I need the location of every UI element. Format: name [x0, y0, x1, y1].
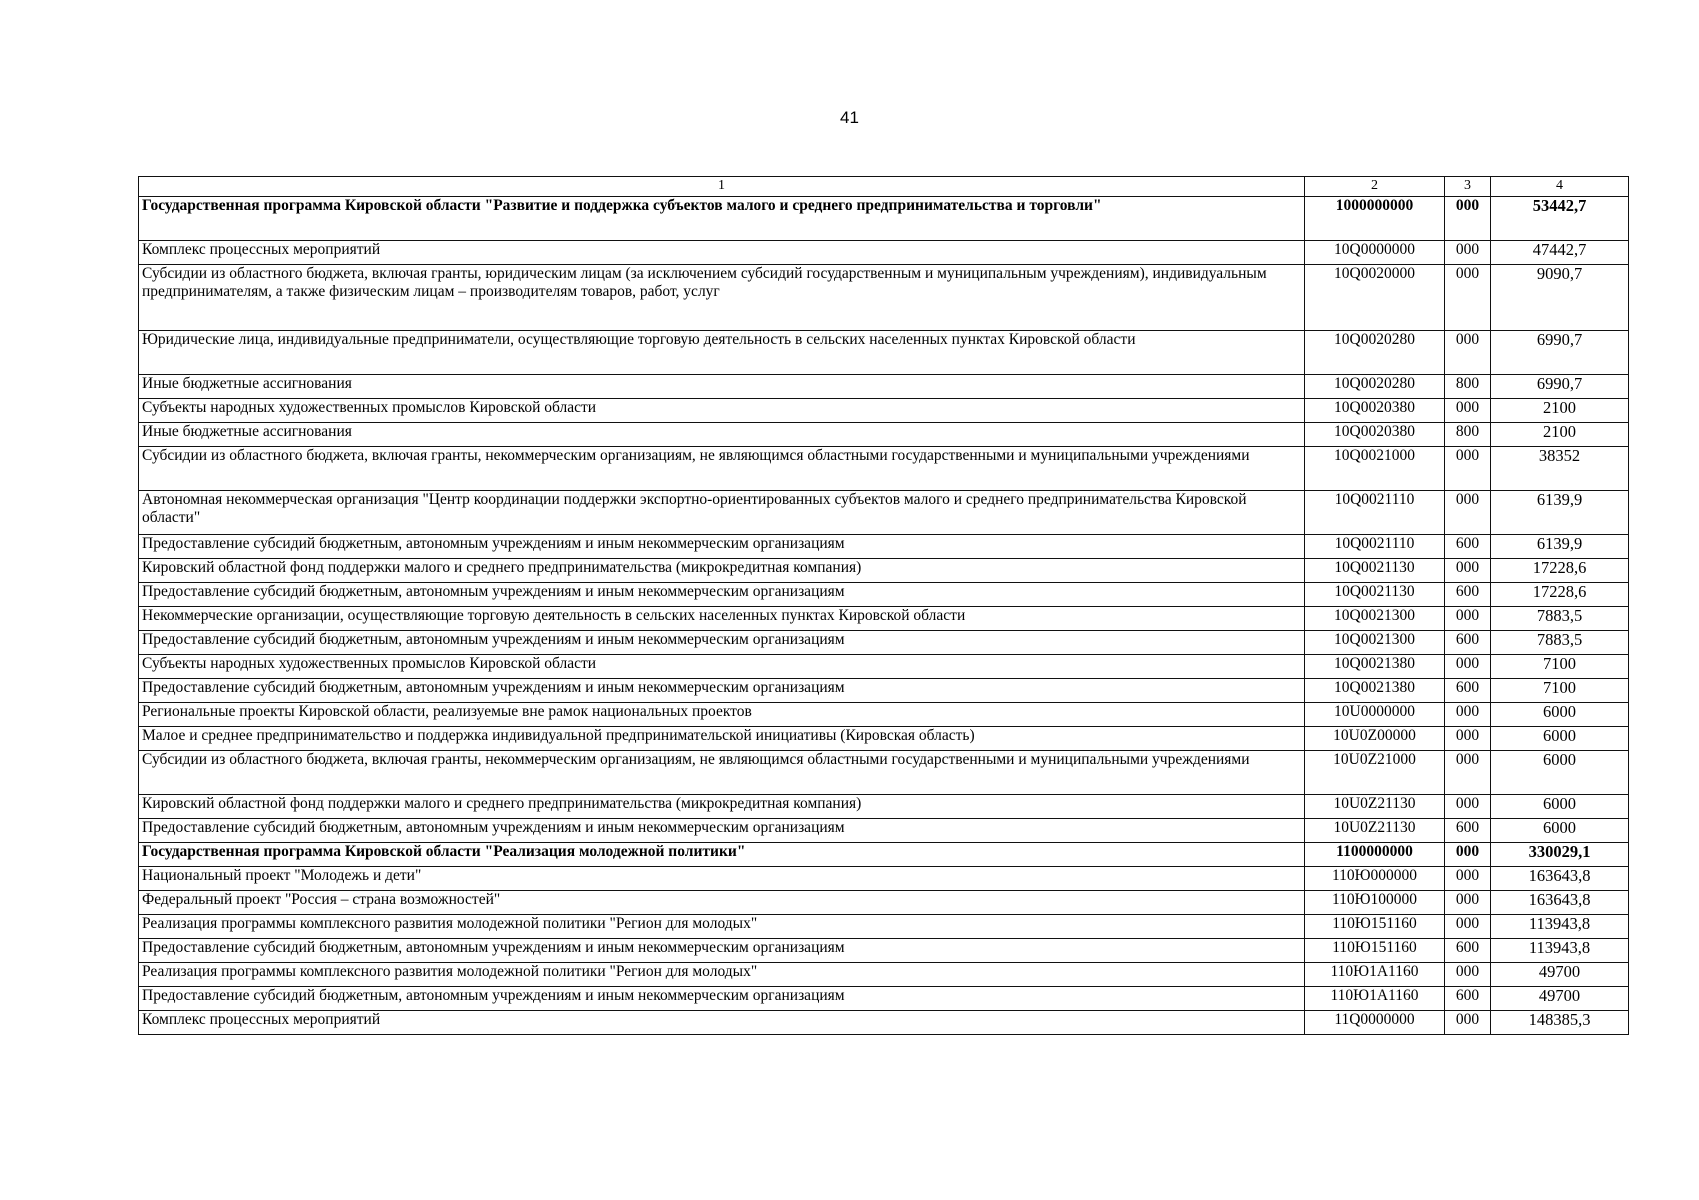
row-type-cell: 000 [1445, 331, 1491, 375]
row-name-cell: Предоставление субсидий бюджетным, автономным учреждениям и иным некоммерческим организациям [139, 679, 1305, 703]
row-name-cell: Субсидии из областного бюджета, включая гранты, некоммерческим организациям, не являющимся областными государственными и муниципальными учреждениями [139, 751, 1305, 795]
row-name-cell: Комплекс процессных мероприятий [139, 1011, 1305, 1035]
row-type-cell: 000 [1445, 795, 1491, 819]
row-amount-cell: 6990,7 [1491, 375, 1629, 399]
page-number: 41 [840, 108, 859, 127]
table-row [139, 559, 1629, 583]
row-name-cell: Предоставление субсидий бюджетным, автономным учреждениям и иным некоммерческим организациям [139, 819, 1305, 843]
row-amount-cell: 17228,6 [1491, 583, 1629, 607]
row-name-cell: Предоставление субсидий бюджетным, автономным учреждениям и иным некоммерческим организациям [139, 583, 1305, 607]
row-type-cell: 000 [1445, 867, 1491, 891]
row-code-cell: 10Q0021130 [1305, 559, 1445, 583]
row-code-cell: 110Ю000000 [1305, 867, 1445, 891]
row-name-cell: Государственная программа Кировской области "Реализация молодежной политики" [139, 843, 1305, 867]
row-name-cell: Субсидии из областного бюджета, включая гранты, юридическим лицам (за исключением субсидий государственным и муниципальным учреждениям), индивидуальным предпринимателям, а также физическим лицам – производителям товаров, работ, услуг [139, 265, 1305, 331]
table-row [139, 915, 1629, 939]
row-amount-cell: 49700 [1491, 963, 1629, 987]
table-row [139, 727, 1629, 751]
table-row [139, 423, 1629, 447]
row-amount-cell: 330029,1 [1491, 843, 1629, 867]
row-amount-cell: 7883,5 [1491, 631, 1629, 655]
row-amount-cell: 163643,8 [1491, 867, 1629, 891]
row-type-cell: 000 [1445, 491, 1491, 535]
row-type-cell: 000 [1445, 197, 1491, 241]
row-code-cell: 1100000000 [1305, 843, 1445, 867]
table-row [139, 331, 1629, 375]
row-name-cell: Региональные проекты Кировской области, реализуемые вне рамок национальных проектов [139, 703, 1305, 727]
row-amount-cell: 113943,8 [1491, 939, 1629, 963]
row-type-cell: 000 [1445, 703, 1491, 727]
row-amount-cell: 38352 [1491, 447, 1629, 491]
row-name-cell: Субъекты народных художественных промыслов Кировской области [139, 399, 1305, 423]
table-row [139, 963, 1629, 987]
table-row [139, 447, 1629, 491]
row-name-cell: Субсидии из областного бюджета, включая гранты, некоммерческим организациям, не являющимся областными государственными и муниципальными учреждениями [139, 447, 1305, 491]
row-type-cell: 600 [1445, 535, 1491, 559]
row-amount-cell: 6139,9 [1491, 535, 1629, 559]
row-name-cell: Предоставление субсидий бюджетным, автономным учреждениям и иным некоммерческим организациям [139, 939, 1305, 963]
table-row [139, 535, 1629, 559]
row-code-cell: 10U0000000 [1305, 703, 1445, 727]
row-code-cell: 110Ю1А1160 [1305, 963, 1445, 987]
row-amount-cell: 49700 [1491, 987, 1629, 1011]
row-amount-cell: 163643,8 [1491, 891, 1629, 915]
row-type-cell: 000 [1445, 607, 1491, 631]
row-amount-cell: 148385,3 [1491, 1011, 1629, 1035]
row-type-cell: 000 [1445, 915, 1491, 939]
row-amount-cell: 53442,7 [1491, 197, 1629, 241]
row-name-cell: Иные бюджетные ассигнования [139, 423, 1305, 447]
row-code-cell: 10Q0020380 [1305, 423, 1445, 447]
row-amount-cell: 6000 [1491, 727, 1629, 751]
row-code-cell: 10Q0021380 [1305, 655, 1445, 679]
row-code-cell: 10Q0021110 [1305, 535, 1445, 559]
row-amount-cell: 2100 [1491, 423, 1629, 447]
row-code-cell: 10U0Z00000 [1305, 727, 1445, 751]
table-row [139, 939, 1629, 963]
row-amount-cell: 17228,6 [1491, 559, 1629, 583]
row-code-cell: 10Q0020280 [1305, 331, 1445, 375]
row-amount-cell: 7100 [1491, 679, 1629, 703]
table-row [139, 265, 1629, 331]
row-name-cell: Малое и среднее предпринимательство и поддержка индивидуальной предпринимательской инициативы (Кировская область) [139, 727, 1305, 751]
row-amount-cell: 6990,7 [1491, 331, 1629, 375]
row-name-cell: Юридические лица, индивидуальные предприниматели, осуществляющие торговую деятельность в сельских населенных пунктах Кировской области [139, 331, 1305, 375]
row-code-cell: 10U0Z21130 [1305, 819, 1445, 843]
row-type-cell: 000 [1445, 265, 1491, 331]
row-name-cell: Реализация программы комплексного развития молодежной политики "Регион для молодых" [139, 963, 1305, 987]
table-row [139, 375, 1629, 399]
row-amount-cell: 9090,7 [1491, 265, 1629, 331]
table-row [139, 631, 1629, 655]
column-number-3: 3 [1445, 177, 1491, 197]
row-name-cell: Федеральный проект "Россия – страна возможностей" [139, 891, 1305, 915]
table-row [139, 867, 1629, 891]
column-number-4: 4 [1491, 177, 1629, 197]
table-row [139, 491, 1629, 535]
row-name-cell: Субъекты народных художественных промыслов Кировской области [139, 655, 1305, 679]
row-type-cell: 800 [1445, 375, 1491, 399]
row-type-cell: 600 [1445, 987, 1491, 1011]
table-row [139, 891, 1629, 915]
row-name-cell: Автономная некоммерческая организация "Центр координации поддержки экспортно-ориентированных субъектов малого и среднего предпринимательства Кировской области" [139, 491, 1305, 535]
table-row [139, 197, 1629, 241]
row-amount-cell: 6000 [1491, 795, 1629, 819]
table-row [139, 399, 1629, 423]
row-amount-cell: 47442,7 [1491, 241, 1629, 265]
row-type-cell: 600 [1445, 583, 1491, 607]
row-type-cell: 000 [1445, 843, 1491, 867]
row-type-cell: 000 [1445, 891, 1491, 915]
row-type-cell: 000 [1445, 399, 1491, 423]
row-code-cell: 110Ю151160 [1305, 915, 1445, 939]
row-name-cell: Национальный проект "Молодежь и дети" [139, 867, 1305, 891]
row-amount-cell: 2100 [1491, 399, 1629, 423]
row-code-cell: 10Q0021000 [1305, 447, 1445, 491]
table-row [139, 987, 1629, 1011]
column-number-row [139, 177, 1629, 197]
row-type-cell: 600 [1445, 679, 1491, 703]
row-type-cell: 000 [1445, 727, 1491, 751]
table-row [139, 655, 1629, 679]
row-code-cell: 10Q0021300 [1305, 607, 1445, 631]
row-code-cell: 10Q0020280 [1305, 375, 1445, 399]
row-code-cell: 10Q0020380 [1305, 399, 1445, 423]
row-type-cell: 000 [1445, 241, 1491, 265]
row-amount-cell: 7883,5 [1491, 607, 1629, 631]
row-code-cell: 10Q0020000 [1305, 265, 1445, 331]
row-code-cell: 1000000000 [1305, 197, 1445, 241]
table-row [139, 583, 1629, 607]
row-amount-cell: 7100 [1491, 655, 1629, 679]
row-name-cell: Реализация программы комплексного развития молодежной политики "Регион для молодых" [139, 915, 1305, 939]
row-name-cell: Предоставление субсидий бюджетным, автономным учреждениям и иным некоммерческим организациям [139, 987, 1305, 1011]
table-row [139, 607, 1629, 631]
column-number-2: 2 [1305, 177, 1445, 197]
row-amount-cell: 6139,9 [1491, 491, 1629, 535]
row-name-cell: Комплекс процессных мероприятий [139, 241, 1305, 265]
row-type-cell: 000 [1445, 963, 1491, 987]
row-name-cell: Предоставление субсидий бюджетным, автономным учреждениям и иным некоммерческим организациям [139, 535, 1305, 559]
row-code-cell: 10Q0021130 [1305, 583, 1445, 607]
row-type-cell: 600 [1445, 939, 1491, 963]
table-row [139, 819, 1629, 843]
row-name-cell: Государственная программа Кировской области "Развитие и поддержка субъектов малого и среднего предпринимательства и торговли" [139, 197, 1305, 241]
row-type-cell: 000 [1445, 1011, 1491, 1035]
table-row [139, 679, 1629, 703]
budget-table [138, 176, 1629, 1035]
row-name-cell: Некоммерческие организации, осуществляющие торговую деятельность в сельских населенных пунктах Кировской области [139, 607, 1305, 631]
row-code-cell: 11Q0000000 [1305, 1011, 1445, 1035]
row-type-cell: 600 [1445, 819, 1491, 843]
table-row [139, 1011, 1629, 1035]
row-code-cell: 110Ю1А1160 [1305, 987, 1445, 1011]
row-type-cell: 000 [1445, 559, 1491, 583]
row-type-cell: 000 [1445, 751, 1491, 795]
row-name-cell: Кировский областной фонд поддержки малого и среднего предпринимательства (микрокредитная компания) [139, 795, 1305, 819]
row-code-cell: 10Q0021300 [1305, 631, 1445, 655]
row-name-cell: Иные бюджетные ассигнования [139, 375, 1305, 399]
table-row [139, 703, 1629, 727]
row-name-cell: Предоставление субсидий бюджетным, автономным учреждениям и иным некоммерческим организациям [139, 631, 1305, 655]
row-amount-cell: 6000 [1491, 819, 1629, 843]
row-code-cell: 10U0Z21000 [1305, 751, 1445, 795]
row-amount-cell: 6000 [1491, 751, 1629, 795]
row-code-cell: 10U0Z21130 [1305, 795, 1445, 819]
row-name-cell: Кировский областной фонд поддержки малого и среднего предпринимательства (микрокредитная компания) [139, 559, 1305, 583]
row-amount-cell: 6000 [1491, 703, 1629, 727]
row-code-cell: 10Q0021110 [1305, 491, 1445, 535]
table-row [139, 751, 1629, 795]
table-row [139, 241, 1629, 265]
table-row [139, 843, 1629, 867]
row-type-cell: 000 [1445, 655, 1491, 679]
row-code-cell: 110Ю151160 [1305, 939, 1445, 963]
row-code-cell: 10Q0021380 [1305, 679, 1445, 703]
row-type-cell: 800 [1445, 423, 1491, 447]
row-code-cell: 10Q0000000 [1305, 241, 1445, 265]
row-amount-cell: 113943,8 [1491, 915, 1629, 939]
table-row [139, 795, 1629, 819]
column-number-1: 1 [139, 177, 1305, 197]
row-type-cell: 000 [1445, 447, 1491, 491]
row-code-cell: 110Ю100000 [1305, 891, 1445, 915]
row-type-cell: 600 [1445, 631, 1491, 655]
